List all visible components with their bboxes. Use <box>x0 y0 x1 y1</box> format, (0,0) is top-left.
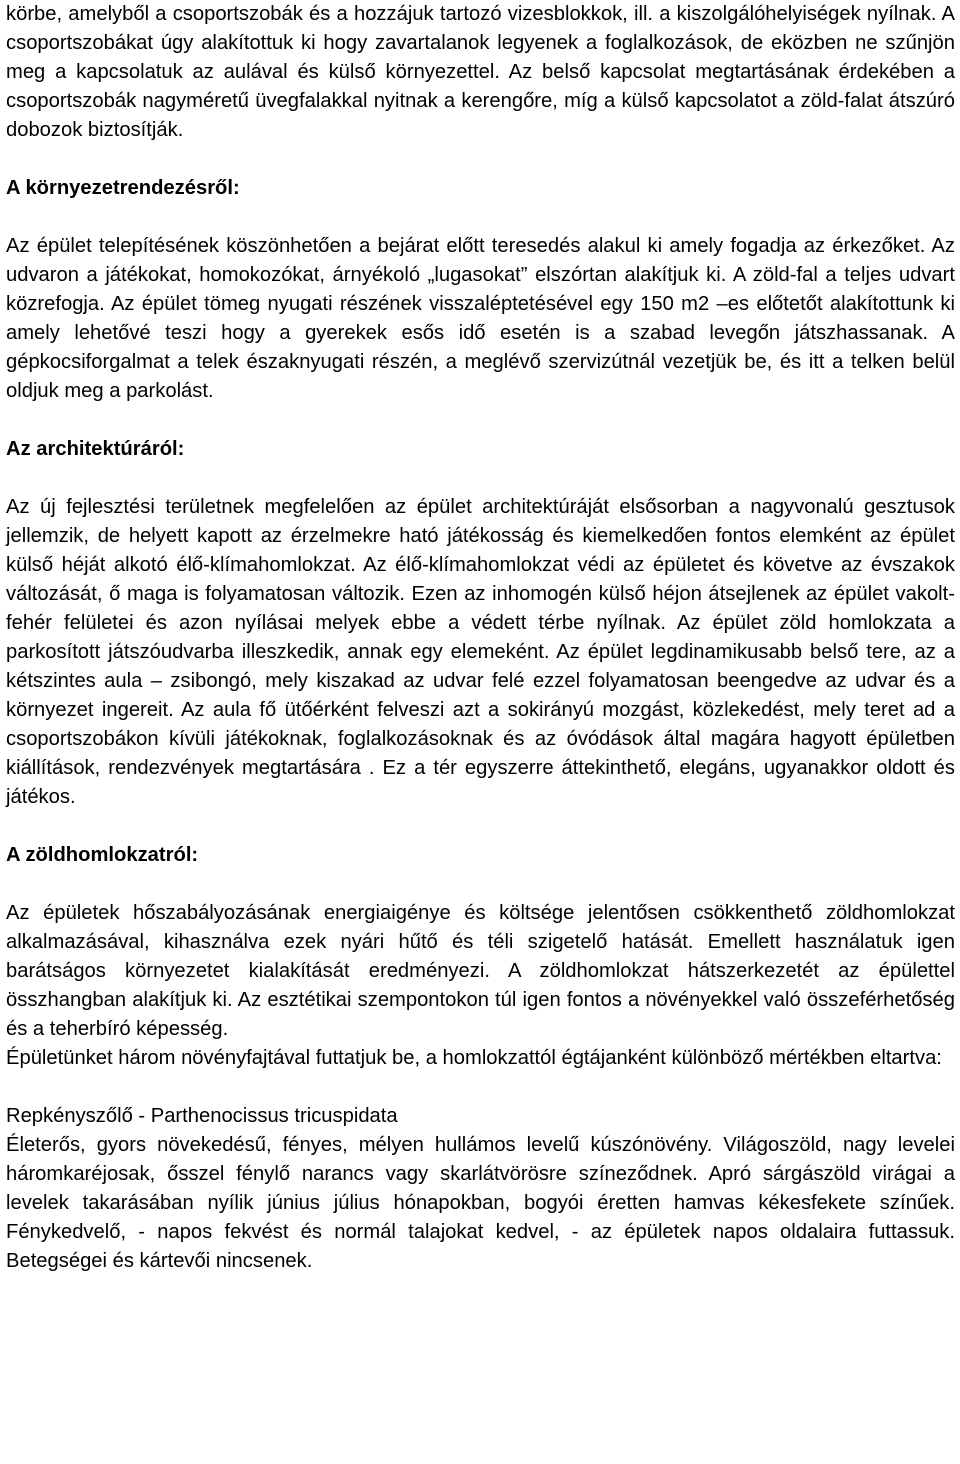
section-body-green-facade: Az épületek hőszabályozásának energiaigénye és költsége jelentősen csökkenthető zöldhomlokzat alkalmazásával, kihasználva ezek nyári hűtő és téli szigetelő hatását. Emellett használatuk igen barátságos környezetet kialakítását eredményezi. A zöldhomlokzat hátszerkezetét az épülettel összhangban alakítjuk ki. Az esztétikai szempontokon túl igen fontos a növényekkel való összeférhetőség és a teherbíró képesség. <box>6 902 955 1040</box>
spacer <box>6 145 955 174</box>
section-body-green-facade-2: Épületünket három növényfajtával futtatjuk be, a homlokzattól égtájanként különböző mértékben eltartva: <box>6 1047 942 1069</box>
section-heading-environment: A környezetrendezésről: <box>6 177 240 199</box>
section-body-architecture: Az új fejlesztési területnek megfelelően az épület architektúráját elsősorban a nagyvonalú gesztusok jellemzik, de helyett kapott az érzelmekre ható játékosság és kiemelkedően fontos elemként az épület külső héját alkotó élő-klímahomlokzat. Az élő-klímahomlokzat védi az épületet és követve az évszakok változását, ő maga is folyamatosan változik. Ezen az inhomogén külső héjon átsejlenek az épület vakolt-fehér felületei és azon nyílásai melyek ebbe a védett térbe nyílnak. Az épület zöld homlokzata a parkosított játszóudvarba illeszkedik, annak egy elemeként. Az épület legdinamikusabb belső tere, az a kétszintes aula – zsibongó, mely kiszakad az udvar felé ezzel folyamatosan beengedve az udvar és a környezet ingereit. Az aula fő ütőérként felveszi azt a sokirányú mozgást, közlekedést, mely teret ad a csoportszobákon kívüli játékoknak, foglalkozásoknak és az óvódások által magára hagyott épületben kiállítások, rendezvények megtartására . Ez a tér egyszerre áttekinthető, elegáns, ugyanakkor oldott és játékos. <box>6 496 955 808</box>
section-heading-architecture: Az architektúráról: <box>6 438 185 460</box>
plant-name: Repkényszőlő - Parthenocissus tricuspidata <box>6 1105 398 1127</box>
spacer <box>6 406 955 435</box>
spacer <box>6 1073 955 1102</box>
document-page <box>6 0 955 1276</box>
intro-paragraph: körbe, amelyből a csoportszobák és a hozzájuk tartozó vizesblokkok, ill. a kiszolgálóhelyiségek nyílnak. A csoportszobákat úgy alakítottuk ki hogy zavartalanok legyenek a foglalkozások, de eközben ne szűnjön meg a kapcsolatuk az aulával és külső környezettel. Az belső kapcsolat megtartásának érdekében a csoportszobák nagyméretű üvegfalakkal nyitnak a kerengőre, míg a külső kapcsolatot a zöld-falat átszúró dobozok biztosítják. <box>6 3 955 141</box>
section-body-environment: Az épület telepítésének köszönhetően a bejárat előtt teresedés alakul ki amely fogadja az érkezőket. Az udvaron a játékokat, homokozókat, árnyékoló „lugasokat” elszórtan alakítjuk ki. A zöld-fal a teljes udvart közrefogja. Az épület tömeg nyugati részének visszaléptetésével egy 150 m2 –es előtetőt alakítottunk ki amely lehetővé teszi hogy a gyerekek esős idő esetén is a szabad levegőn játszhassanak. A gépkocsiforgalmat a telek északnyugati részén, a meglévő szervizútnál vezetjük be, és itt a telken belül oldjuk meg a parkolást. <box>6 235 955 402</box>
spacer <box>6 870 955 899</box>
spacer <box>6 812 955 841</box>
plant-description: Életerős, gyors növekedésű, fényes, mélyen hullámos levelű kúszónövény. Világoszöld, nagy levelei háromkaréjosak, ősszel fénylő narancs vagy skarlátvörösre színeződnek. Apró sárgászöld virágai a levelek takarásában nyílik június július hónapokban, bogyói éretten hamvas kékesfekete színűek. Fénykedvelő, - napos fekvést és normál talajokat kedvel, - az épületek napos oldalaira futtassuk. Betegségei és kártevői nincsenek. <box>6 1134 955 1272</box>
spacer <box>6 464 955 493</box>
section-heading-green-facade: A zöldhomlokzatról: <box>6 844 199 866</box>
spacer <box>6 203 955 232</box>
